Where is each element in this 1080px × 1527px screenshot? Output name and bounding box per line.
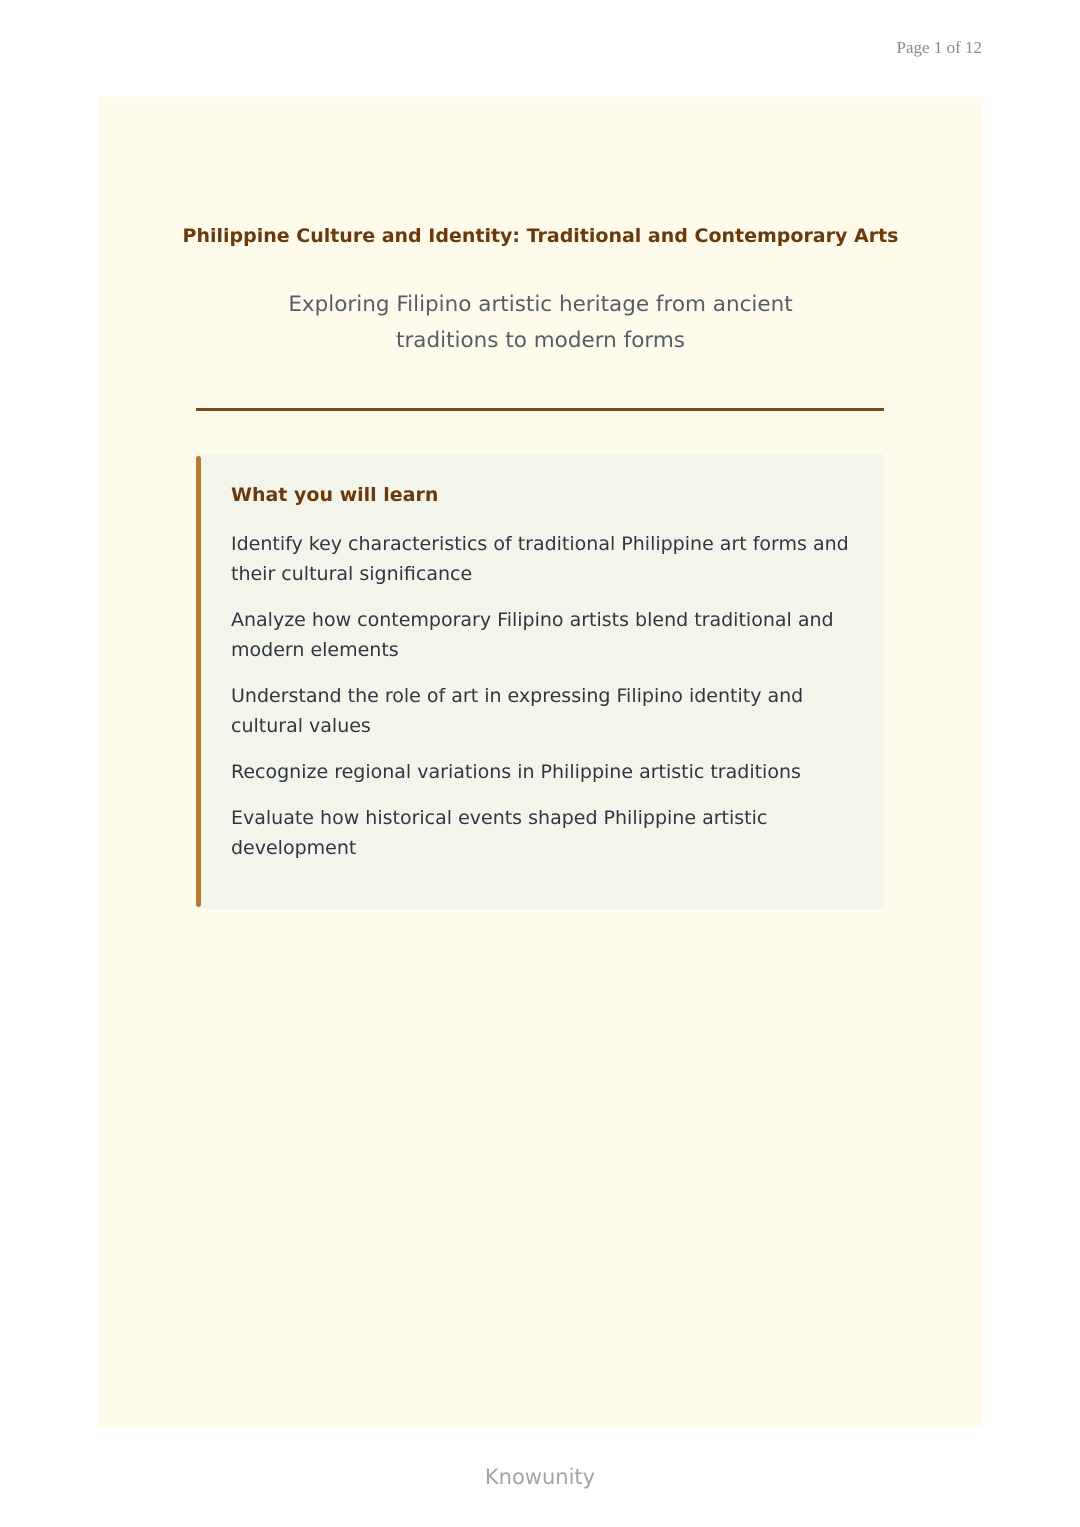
accent-bar xyxy=(196,456,201,907)
document-title: Philippine Culture and Identity: Traditional and Contemporary Arts xyxy=(182,225,899,247)
list-item: Evaluate how historical events shaped Philippine artistic development xyxy=(231,807,768,859)
list-item: Analyze how contemporary Filipino artists blend traditional and modern elements xyxy=(231,609,834,661)
list-item: Understand the role of art in expressing Filipino identity and cultural values xyxy=(231,685,804,737)
footer-brand: Knowunity xyxy=(484,1465,596,1489)
learning-objectives-heading: What you will learn xyxy=(231,484,439,506)
list-item: Recognize regional variations in Philippine artistic traditions xyxy=(231,761,801,783)
page-number: Page 1 of 12 xyxy=(896,38,982,57)
learning-objectives-list xyxy=(231,529,851,879)
title-divider xyxy=(196,408,884,411)
document-subtitle: Exploring Filipino artistic heritage from ancient traditions to modern forms xyxy=(288,292,793,353)
list-item: Identify key characteristics of traditional Philippine art forms and their cultural significance xyxy=(231,533,849,585)
document-page xyxy=(98,97,983,1428)
